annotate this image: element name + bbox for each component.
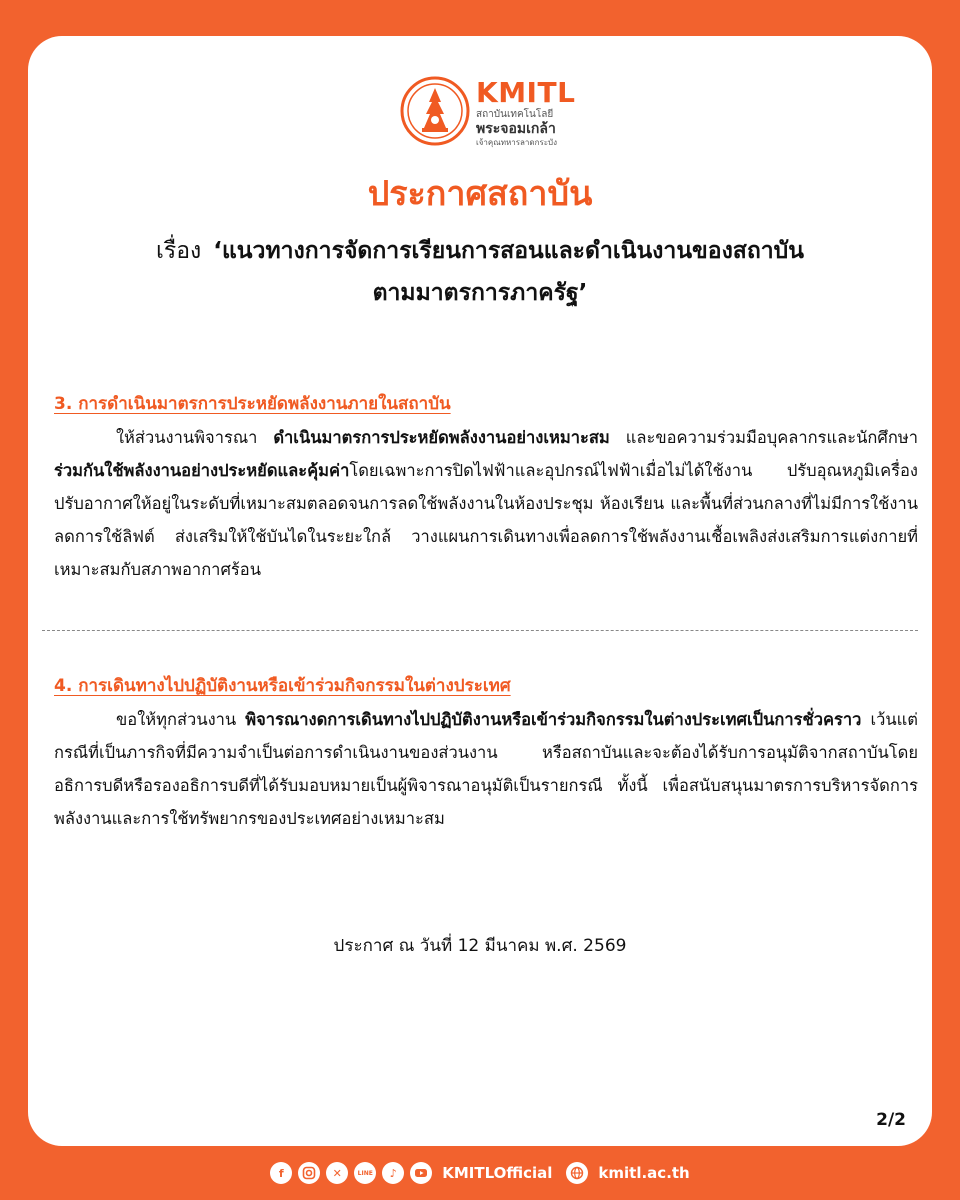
subject xyxy=(28,230,932,314)
announcement-card xyxy=(28,36,932,1146)
section-3-bold-1: ดำเนินมาตรการประหยัดพลังงานอย่างเหมาะสม xyxy=(273,428,610,447)
section-3-heading: 3. การดำเนินมาตรการประหยัดพลังงานภายในสถาบัน xyxy=(54,394,451,414)
section-3-text-1: ให้ส่วนงานพิจารณา xyxy=(116,428,274,447)
section-4-body xyxy=(54,703,918,835)
line-icon[interactable] xyxy=(354,1162,376,1184)
page-number: 2/2 xyxy=(876,1110,906,1130)
section-4-text-2: เว้นแต่กรณีที่เป็นภารกิจที่มีความจำเป็นต่อการดำเนินงานของส่วนงาน หรือสถาบันและจะต้องได้รับการอนุมัติจากสถาบันโดยอธิการบดีหรือรองอธิการบดีที่ได้รับมอบหมายเป็นผู้พิจารณาอนุมัติเป็นรายกรณี ทั้งนี้ เพื่อสนับสนุนมาตรการบริหารจัดการพลังงานและการใช้ทรัพยากรของประเทศอย่างเหมาะสม xyxy=(54,710,918,828)
subject-line2: ตามมาตรการภาครัฐ’ xyxy=(372,280,588,306)
tiktok-icon[interactable]: ♪ xyxy=(382,1162,404,1184)
website-link[interactable]: kmitl.ac.th xyxy=(598,1164,690,1182)
section-3-bold-2: ร่วมกันใช้พลังงานอย่างประหยัดและคุ้มค่า xyxy=(54,461,350,480)
page-title: ประกาศสถาบัน xyxy=(367,174,593,214)
youtube-icon[interactable] xyxy=(410,1162,432,1184)
footer xyxy=(0,1158,960,1188)
instagram-icon[interactable] xyxy=(298,1162,320,1184)
section-divider xyxy=(42,630,918,631)
logo-brand: KMITL xyxy=(476,76,576,109)
kmitl-logo xyxy=(400,76,620,156)
logo-line3: เจ้าคุณทหารลาดกระบัง xyxy=(476,138,558,147)
section-3-text-3: โดยเฉพาะการปิดไฟฟ้าและอุปกรณ์ไฟฟ้าเมื่อไม่ได้ใช้งาน ปรับอุณหภูมิเครื่องปรับอากาศให้อยู่ในระดับที่เหมาะสมตลอดจนการลดใช้พลังงานในห้องประชุม ห้องเรียน และพื้นที่ส่วนกลางที่ไม่มีการใช้งาน ลดการใช้ลิฟต์ ส่งเสริมให้ใช้บันไดในระยะใกล้ วางแผนการเดินทางเพื่อลดการใช้พลังงานเชื้อเพลิงส่งเสริมการแต่งกายที่เหมาะสมกับสภาพอากาศร้อน xyxy=(54,461,918,579)
section-4-text-1: ขอให้ทุกส่วนงาน xyxy=(116,710,246,729)
section-4-bold-1: พิจารณางดการเดินทางไปปฏิบัติงานหรือเข้าร่วมกิจกรรมในต่างประเทศเป็นการชั่วคราว xyxy=(245,710,862,729)
announcement-date: ประกาศ ณ วันที่ 12 มีนาคม พ.ศ. 2569 xyxy=(333,936,627,956)
line-icon-label: LINE xyxy=(357,1169,373,1177)
logo-line1: สถาบันเทคโนโลยี xyxy=(476,109,554,120)
subject-lead: เรื่อง xyxy=(155,238,202,264)
subject-line1: ‘แนวทางการจัดการเรียนการสอนและดำเนินงานของสถาบัน xyxy=(213,238,805,264)
facebook-icon[interactable]: f xyxy=(270,1162,292,1184)
kmitl-seal-icon xyxy=(400,76,470,146)
x-icon[interactable]: ✕ xyxy=(326,1162,348,1184)
section-4 xyxy=(54,672,918,835)
section-3 xyxy=(54,390,918,586)
section-4-heading: 4. การเดินทางไปปฏิบัติงานหรือเข้าร่วมกิจกรรมในต่างประเทศ xyxy=(54,676,511,696)
section-3-text-2: และขอความร่วมมือบุคลากรและนักศึกษา xyxy=(609,428,919,447)
logo-line2: พระจอมเกล้า xyxy=(476,121,556,137)
section-3-body xyxy=(54,421,918,586)
social-handle[interactable]: KMITLOfficial xyxy=(442,1164,553,1182)
globe-icon xyxy=(566,1162,588,1184)
